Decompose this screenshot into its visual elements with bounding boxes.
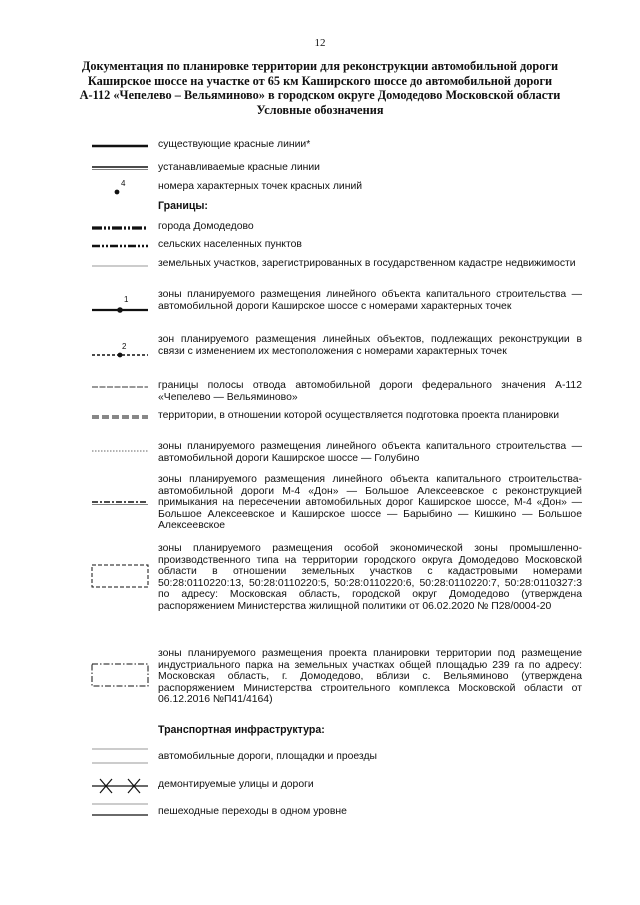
road-double-line-symbol (90, 745, 152, 767)
dashed-box-symbol (90, 563, 152, 589)
legend-label: зоны планируемого размещения линейного объекта капитального строительства — автомобильной дороги Каширское шоссе — Голубино (158, 441, 582, 464)
section-header: Границы: (158, 200, 208, 212)
legend-label: демонтируемые улицы и дороги (158, 779, 314, 790)
title-line-3: А-112 «Чепелево – Вельяминово» в городском округе Домодедово Московской области (79, 88, 561, 102)
point-number-label: 2 (122, 342, 127, 351)
legend-label: города Домодедово (158, 221, 254, 232)
dash-dot-double-symbol (90, 500, 152, 506)
legend-title: Условные обозначения (256, 102, 384, 117)
dash-dot-thick-symbol (90, 225, 152, 231)
point-number-label: 1 (124, 295, 129, 304)
crossed-road-symbol (90, 777, 152, 795)
dash-dot-box-symbol (90, 662, 152, 688)
legend-label: зоны планируемого размещения особой экономической зоны промышленно-производственного типа на территории городского округа Домодедово Московской области в отношении земельных участков с кадастровыми номерами 50:28:0110220:13, 50:28:0110220:5, 50:28:0110220:6, 50:28:0110220:7, 50:28:0110327:3 по адресу: Московская область, городской округ Домодедово (утверждена распоряжением Министерства жилищной политики от 06.02.2020 № П28/0004-20 (158, 543, 582, 612)
dashed-line-with-point-symbol (90, 340, 152, 364)
line-with-point-symbol (90, 291, 152, 319)
title-line-1: Документация по планировке территории для реконструкции автомобильной дороги (81, 59, 559, 73)
section-header: Транспортная инфраструктура: (158, 724, 325, 736)
legend-label: автомобильные дороги, площадки и проезды (158, 751, 377, 762)
legend-label: зоны планируемого размещения линейного объекта капитального строительства- автомобильной дороги М-4 «Дон» — Большое Алексеевское с реконструкцией примыкания на пересечении автомобильных дорог Каширское шоссе, М-4 «Дон» — Большое Алексеевское и Каширское шоссе — Барыбино — Кишкино — Большое Алексеевское (158, 474, 582, 532)
dotted-line-symbol (90, 449, 152, 453)
legend-label: территории, в отношении которой осуществляется подготовка проекта планировки (158, 410, 560, 421)
legend-label: устанавливаемые красные линии (158, 162, 320, 173)
crossing-symbol (90, 801, 152, 819)
legend-label: земельных участков, зарегистрированных в государственном кадастре недвижимости (158, 258, 576, 269)
page-number: 12 (314, 37, 326, 49)
title-line-2: Каширское шоссе на участке от 65 км Каширского шоссе до автомобильной дороги (87, 73, 553, 88)
numbered-point-symbol (90, 177, 152, 199)
point-number-label: 4 (121, 179, 126, 188)
solid-thick-line-symbol (90, 143, 152, 149)
double-line-symbol (90, 165, 152, 171)
legend-label: номера характерных точек красных линий (158, 181, 363, 192)
legend-label: зон планируемого размещения линейных объектов, подлежащих реконструкции в связи с изменением их местоположения с номерами характерных точек (158, 334, 582, 357)
legend-label: границы полосы отвода автомобильной дороги федерального значения А-112 «Чепелево — Вельяминово» (158, 380, 582, 403)
legend-label: пешеходные переходы в одном уровне (158, 806, 347, 817)
thin-line-symbol (90, 264, 152, 268)
document-title (70, 59, 570, 117)
legend-label: сельских населенных пунктов (158, 239, 302, 250)
dashed-thin-line-symbol (90, 385, 152, 389)
legend-label: зоны планируемого размещения линейного объекта капитального строительства — автомобильной дороги Каширское шоссе с номерами характерных точек (158, 289, 582, 312)
hatched-dash-symbol (90, 414, 152, 420)
legend-label: зоны планируемого размещения проекта планировки территории под размещение индустриального парка на земельных участках общей площадью 239 га по адресу: Московская область, г. Домодедово, вблизи с. Вельяминово (утверждена распоряжением Министерства строительного комплекса Московской области от 06.12.2016 №П41/4164) (158, 648, 582, 706)
dash-dot-medium-symbol (90, 243, 152, 249)
legend-label: существующие красные линии* (158, 139, 311, 150)
